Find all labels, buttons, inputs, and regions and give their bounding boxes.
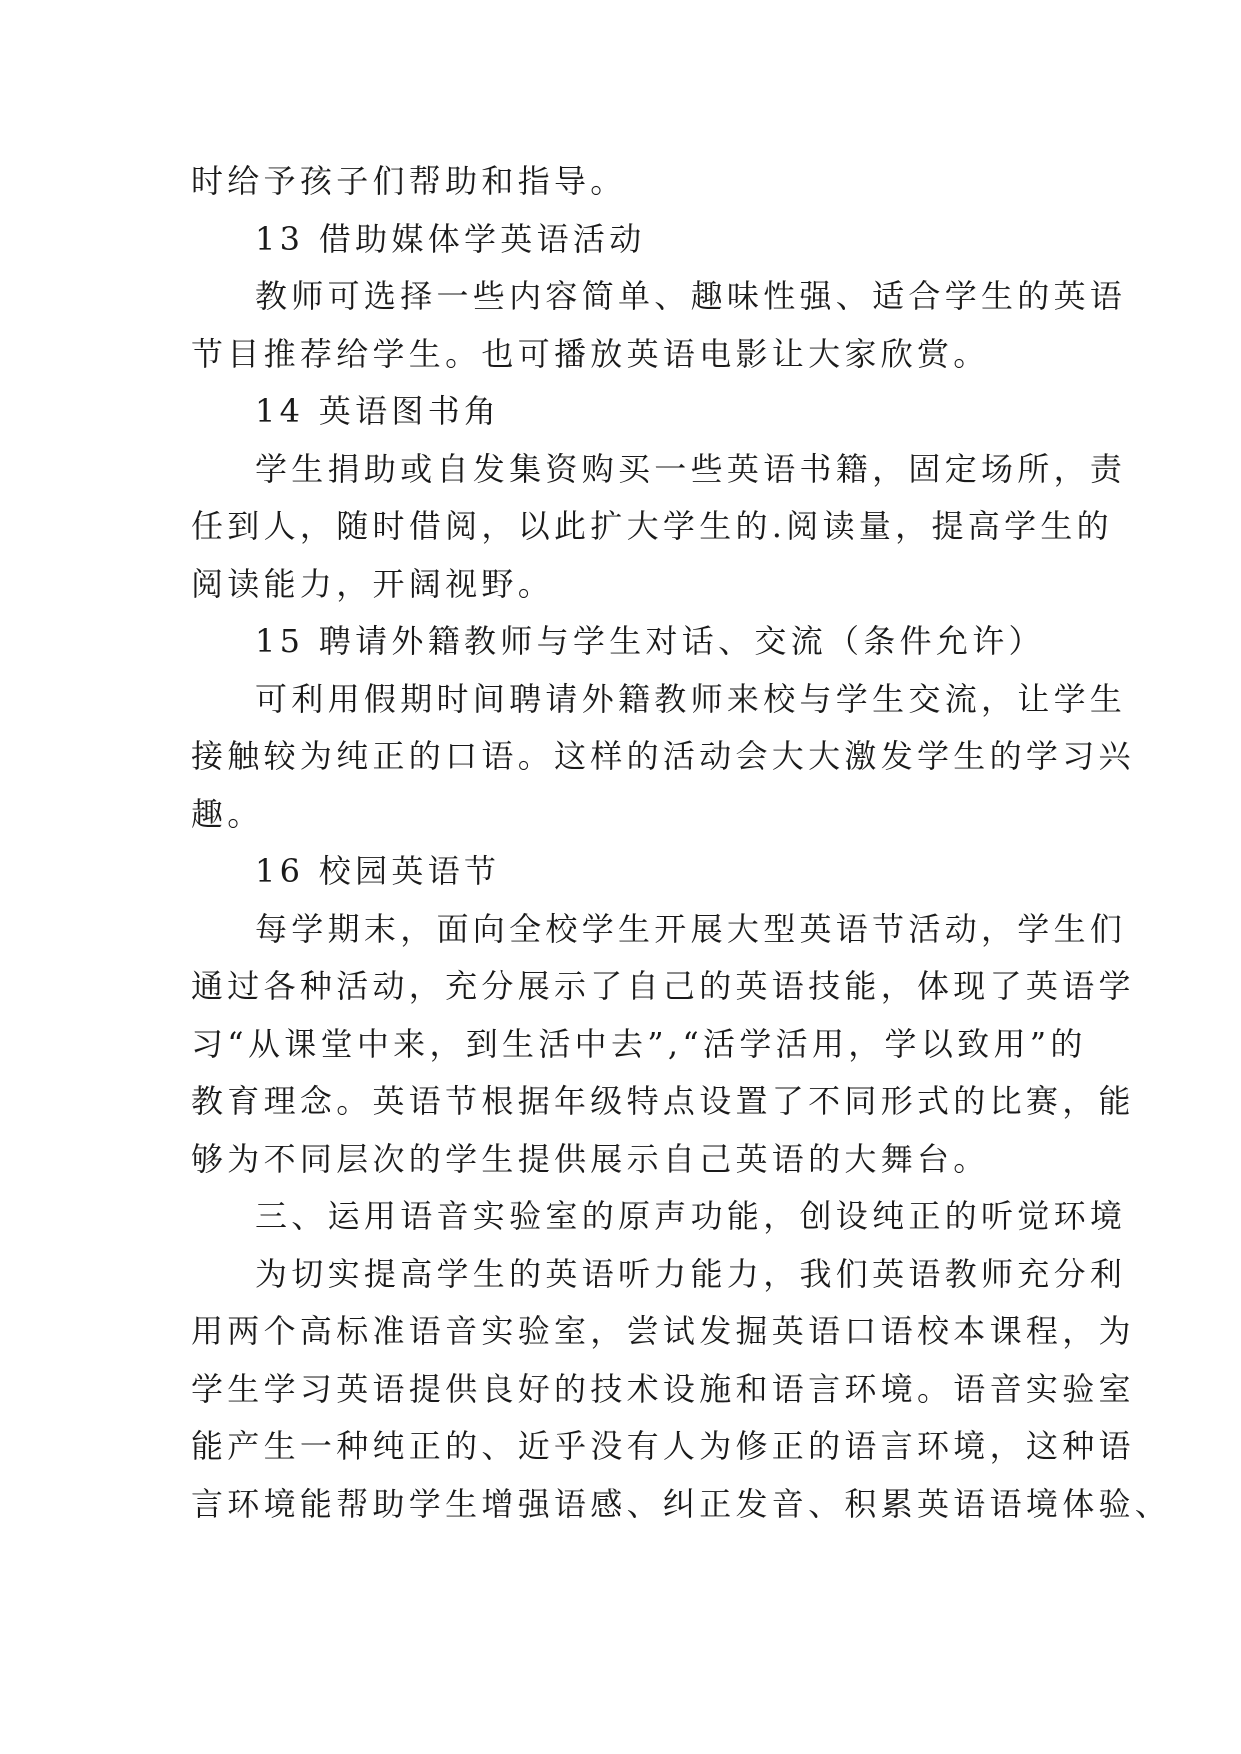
section-heading-16: 16 校园英语节 (255, 852, 501, 890)
paragraph-line: 时给予孩子们帮助和指导。 (191, 162, 627, 200)
document-body (191, 153, 1172, 1533)
paragraph-line: 言环境能帮助学生增强语感、纠正发音、积累英语语境体验、 (191, 1484, 1172, 1523)
paragraph-line: 节目推荐给学生。也可播放英语电影让大家欣赏。 (191, 334, 990, 373)
paragraph-line: 教师可选择一些内容简单、趣味性强、适合学生的英语 (255, 277, 1127, 315)
paragraph-line: 够为不同层次的学生提供展示自己英语的大舞台。 (191, 1139, 990, 1178)
section-heading-15: 15 聘请外籍教师与学生对话、交流（条件允许） (255, 622, 1045, 660)
paragraph-line: 可利用假期时间聘请外籍教师来校与学生交流，让学生 (255, 679, 1127, 718)
paragraph-line: 习“从课堂中来，到生活中去”,“活学活用，学以致用”的 (191, 1024, 1087, 1063)
section-heading-13: 13 借助媒体学英语活动 (255, 219, 646, 258)
paragraph-line: 趣。 (191, 794, 264, 833)
paragraph-line: 为切实提高学生的英语听力能力，我们英语教师充分利 (255, 1254, 1127, 1293)
paragraph-line: 教育理念。英语节根据年级特点设置了不同形式的比赛，能 (191, 1082, 1135, 1120)
section-heading-3: 三、运用语音实验室的原声功能，创设纯正的听觉环境 (255, 1197, 1127, 1235)
paragraph-line: 任到人，随时借阅，以此扩大学生的.阅读量，提高学生的 (191, 507, 1113, 545)
paragraph-line: 学生捐助或自发集资购买一些英语书籍，固定场所，责 (255, 449, 1127, 488)
paragraph-line: 接触较为纯正的口语。这样的活动会大大激发学生的学习兴 (191, 737, 1135, 775)
section-heading-14: 14 英语图书角 (255, 392, 501, 430)
paragraph-line: 能产生一种纯正的、近乎没有人为修正的语言环境，这种语 (191, 1427, 1135, 1465)
paragraph-line: 每学期末，面向全校学生开展大型英语节活动，学生们 (255, 909, 1127, 948)
paragraph-line: 用两个高标准语音实验室，尝试发掘英语口语校本课程，为 (191, 1312, 1135, 1350)
paragraph-line: 学生学习英语提供良好的技术设施和语言环境。语音实验室 (191, 1369, 1135, 1408)
paragraph-line: 通过各种活动，充分展示了自己的英语技能，体现了英语学 (191, 967, 1135, 1005)
paragraph-line: 阅读能力，开阔视野。 (191, 564, 555, 603)
